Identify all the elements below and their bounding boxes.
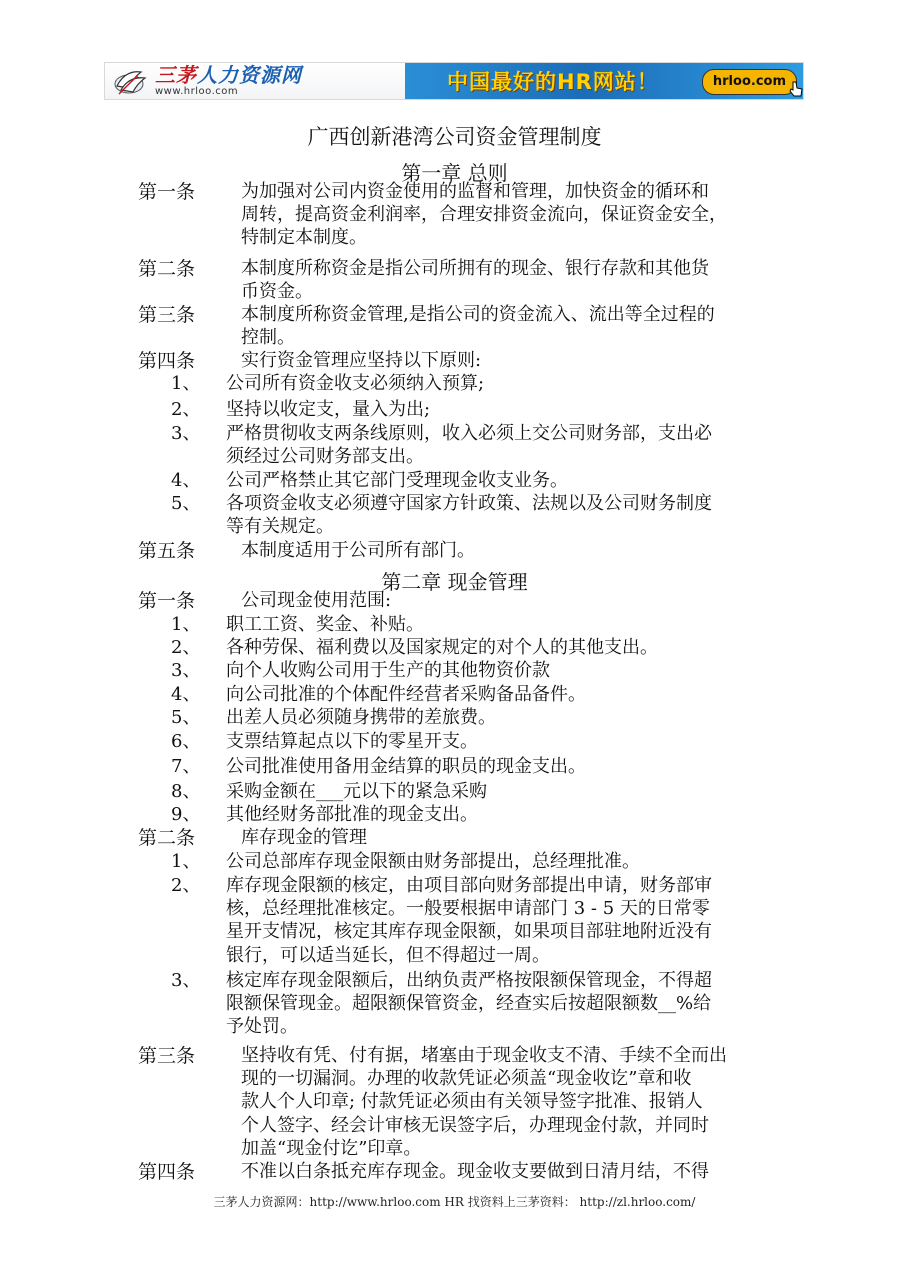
body-text-line: 采购金额在___元以下的紧急采购 xyxy=(226,781,487,802)
chapter-heading-2: 第二章 现金管理 xyxy=(381,570,528,594)
slogan-text: 中国最好的HR网站！ xyxy=(447,70,659,94)
body-text-line: 星开支情况，核定其库存现金限额，如果项目部驻地附近没有 xyxy=(226,921,712,943)
body-text-line: 支票结算起点以下的零星开支。 xyxy=(226,731,478,752)
body-text-line: 坚持收有凭、付有据，堵塞由于现金收支不清、手续不全而出 xyxy=(241,1045,727,1066)
body-text-line: 实行资金管理应坚持以下原则: xyxy=(241,350,482,371)
item-number: 1、 xyxy=(171,373,201,394)
body-text-line: 核，总经理批准核定。一般要根据申请部门 3 - 5 天的日常零 xyxy=(226,898,710,920)
body-text-line: 控制。 xyxy=(241,327,295,349)
body-text-line: 本制度所称资金是指公司所拥有的现金、银行存款和其他货 xyxy=(241,258,709,279)
article-label: 第四条 xyxy=(138,350,196,372)
item-number: 7、 xyxy=(171,756,201,777)
body-text-line: 周转，提高资金利润率，合理安排资金流向，保证资金安全， xyxy=(241,204,727,226)
slogan-area[interactable] xyxy=(405,63,803,99)
item-number: 3、 xyxy=(171,423,201,444)
item-number: 3、 xyxy=(171,970,201,991)
item-number: 1、 xyxy=(171,614,201,635)
body-text-line: 本制度适用于公司所有部门。 xyxy=(241,540,475,561)
feather-logo-icon xyxy=(111,64,151,98)
body-text-line: 出差人员必须随身携带的差旅费。 xyxy=(226,707,496,728)
body-text-line: 币资金。 xyxy=(241,281,313,303)
body-text-line: 其他经财务部批准的现金支出。 xyxy=(226,804,478,825)
article-label: 第三条 xyxy=(138,1045,196,1067)
item-number: 5、 xyxy=(171,707,201,728)
body-text-line: 特制定本制度。 xyxy=(241,227,367,249)
body-text-line: 本制度所称资金管理,是指公司的资金流入、流出等全过程的 xyxy=(241,304,715,325)
body-text-line: 核定库存现金限额后，出纳负责严格按限额保管现金，不得超 xyxy=(226,970,712,991)
article-label: 第三条 xyxy=(138,304,196,326)
hand-cursor-icon xyxy=(789,81,803,97)
item-number: 4、 xyxy=(171,470,201,491)
item-number: 2、 xyxy=(171,399,201,420)
item-number: 2、 xyxy=(171,875,201,896)
body-text-line: 职工工资、奖金、补贴。 xyxy=(226,614,424,635)
body-text-line: 公司所有资金收支必须纳入预算; xyxy=(226,373,485,394)
body-text-line: 向个人收购公司用于生产的其他物资价款 xyxy=(226,660,550,681)
body-text-line: 予处罚。 xyxy=(226,1016,298,1038)
body-text-line: 公司严格禁止其它部门受理现金收支业务。 xyxy=(226,470,568,491)
body-text-line: 公司总部库存现金限额由财务部提出，总经理批准。 xyxy=(226,851,640,872)
article-label: 第一条 xyxy=(138,181,196,203)
item-number: 1、 xyxy=(171,851,201,872)
brand-name-red: 三茅 xyxy=(155,63,197,87)
body-text-line: 坚持以收定支，量入为出; xyxy=(226,399,431,420)
item-number: 9、 xyxy=(171,804,201,825)
body-text-line: 个人签字、经会计审核无误签字后，办理现金付款，并同时 xyxy=(241,1114,709,1136)
article-label: 第一条 xyxy=(138,590,196,612)
body-text-line: 各项资金收支必须遵守国家方针政策、法规以及公司财务制度 xyxy=(226,493,712,514)
article-label: 第五条 xyxy=(138,540,196,562)
body-text-line: 各种劳保、福利费以及国家规定的对个人的其他支出。 xyxy=(226,637,658,658)
body-text-line: 库存现金限额的核定，由项目部向财务部提出申请，财务部审 xyxy=(226,875,712,896)
body-text-line: 库存现金的管理 xyxy=(241,827,367,848)
body-text-line: 为加强对公司内资金使用的监督和管理，加快资金的循环和 xyxy=(241,181,709,202)
body-text-line: 不准以白条抵充库存现金。现金收支要做到日清月结，不得 xyxy=(241,1161,709,1182)
brand-url[interactable]: www.hrloo.com xyxy=(155,86,239,97)
article-label: 第四条 xyxy=(138,1161,196,1183)
brand-name xyxy=(155,65,302,85)
body-text-line: 公司现金使用范围: xyxy=(241,590,392,611)
body-text-line: 现的一切漏洞。办理的收款凭证必须盖“现金收讫”章和收 xyxy=(241,1068,692,1090)
brand-name-blue: 人力资源网 xyxy=(197,63,302,87)
body-text-line: 限额保管现金。超限额保管资金，经查实后按超限额数__%给 xyxy=(226,993,712,1015)
item-number: 6、 xyxy=(171,731,201,752)
body-text-line: 向公司批准的个体配件经营者采购备品备件。 xyxy=(226,684,586,705)
item-number: 8、 xyxy=(171,781,201,802)
document-title: 广西创新港湾公司资金管理制度 xyxy=(307,125,602,149)
body-text-line: 等有关规定。 xyxy=(226,516,334,538)
site-link-button[interactable]: hrloo.com xyxy=(702,69,797,95)
header-banner[interactable] xyxy=(104,62,804,100)
page-footer: 三茅人力资源网：http://www.hrloo.com HR 找资料上三茅资料： http://zl.hrloo.com/ xyxy=(213,1195,696,1209)
item-number: 5、 xyxy=(171,493,201,514)
item-number: 4、 xyxy=(171,684,201,705)
item-number: 3、 xyxy=(171,660,201,681)
body-text-line: 银行，可以适当延长，但不得超过一周。 xyxy=(226,944,550,966)
body-text-line: 款人个人印章; 付款凭证必须由有关领导签字批准、报销人 xyxy=(241,1091,703,1113)
body-text-line: 公司批准使用备用金结算的职员的现金支出。 xyxy=(226,756,586,777)
chapter-heading-1: 第一章 总则 xyxy=(401,161,508,185)
article-label: 第二条 xyxy=(138,258,196,280)
brand-area[interactable] xyxy=(105,63,405,99)
item-number: 2、 xyxy=(171,637,201,658)
body-text-line: 须经过公司财务部支出。 xyxy=(226,446,424,468)
article-label: 第二条 xyxy=(138,827,196,849)
body-text-line: 加盖“现金付讫”印章。 xyxy=(241,1137,422,1159)
body-text-line: 严格贯彻收支两条线原则，收入必须上交公司财务部，支出必 xyxy=(226,423,712,444)
